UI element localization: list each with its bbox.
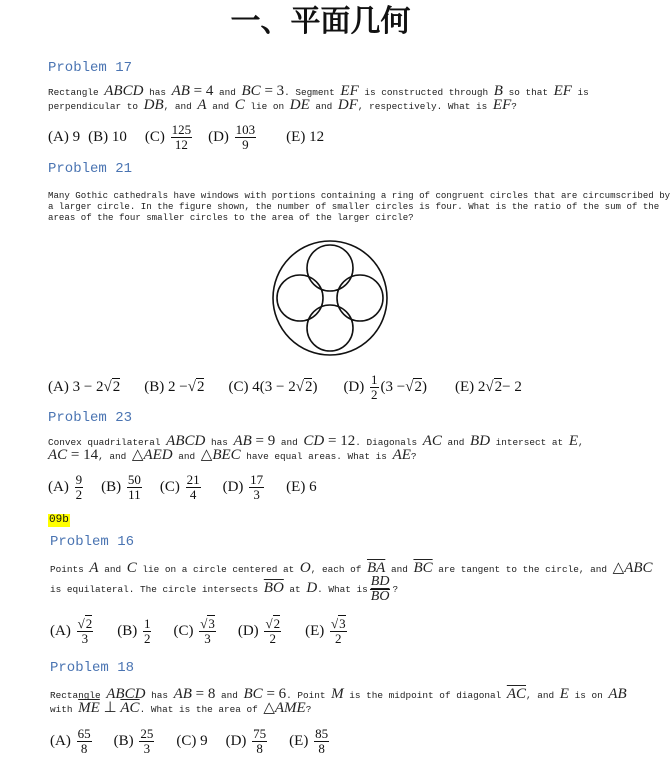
answer-choice (208, 123, 258, 152)
statement-text: perpendicular to (48, 101, 144, 112)
choice-value: 10 (111, 128, 127, 145)
math-number: = 14 (67, 447, 99, 463)
math-number: = 4 (189, 83, 214, 99)
choice-fraction (235, 123, 257, 152)
statement-text: Rectangle (48, 87, 105, 98)
choice-space (134, 733, 138, 750)
sqrt-sign: √ (265, 615, 273, 631)
answer-choice (160, 473, 203, 502)
fraction-denominator: 8 (80, 740, 88, 756)
choice-fraction (370, 373, 379, 402)
fraction-denominator: 8 (256, 740, 263, 756)
math-variable: EF (553, 83, 572, 99)
math-variable: BC (241, 83, 261, 99)
choice-fraction (171, 123, 193, 152)
problem-17-choices (48, 120, 324, 154)
statement-text: and (385, 564, 414, 575)
fraction-numerator: 65 (77, 725, 91, 741)
math-variable: AME (274, 700, 306, 716)
math-variable: A (89, 560, 99, 576)
choice-fraction (249, 473, 264, 502)
choice-space (69, 479, 73, 496)
choice-fraction (139, 727, 154, 756)
math-variable: ABCD (104, 83, 144, 99)
math-variable: AC (48, 447, 68, 463)
math-number: = 6 (262, 686, 287, 702)
sqrt-sign: √ (330, 615, 339, 631)
choice-expression: 2 (477, 378, 486, 395)
math-variable: $\overline{ME}$ (78, 700, 100, 716)
choice-fraction (264, 617, 281, 646)
choice-label: (A) (48, 478, 69, 495)
choice-fraction (127, 473, 142, 502)
choice-label: (C) (159, 478, 180, 495)
math-variable: $\overline{BC}$ (413, 560, 433, 576)
math-number: ⊥ (99, 700, 121, 716)
answer-choice (50, 617, 95, 646)
fraction-denominator: 2 (335, 630, 342, 646)
statement-text: , respectively. What is (357, 101, 493, 112)
math-variable: $\overline{AC}$ (506, 686, 526, 702)
math-variable: O (299, 560, 311, 576)
choice-label: (B) (144, 378, 165, 395)
sqrt-sign: √ (295, 378, 304, 395)
choice-label: (D) (208, 128, 229, 145)
statement-text: and (215, 690, 244, 701)
choice-label: (D) (222, 478, 244, 495)
statement-text: . What is (317, 584, 368, 595)
math-variable: C (234, 97, 245, 113)
problem-21-statement-line-3: areas of the four smaller circles to the area of the larger circle? (48, 212, 414, 223)
math-variable: CD (303, 433, 325, 449)
choice-space (193, 623, 197, 640)
choice-label: (D) (237, 622, 259, 639)
sqrt-sign: √ (103, 378, 112, 395)
fraction-numerator: 17 (250, 471, 264, 487)
small-circle-right (337, 275, 383, 321)
math-variable: $\overline{BO}$ (263, 580, 284, 596)
choice-space (259, 623, 263, 640)
choice-value: 9 (72, 128, 81, 145)
statement-text: Rectangle (50, 690, 107, 701)
choice-label: (E) (286, 128, 306, 145)
sqrt-sign: √ (405, 378, 414, 395)
choice-label: (A) (48, 378, 69, 395)
radicand: 2 (494, 379, 503, 395)
math-number: △ (131, 447, 144, 463)
math-variable: BD (470, 433, 491, 449)
sqrt-sign: √ (485, 378, 494, 395)
ratio-denominator: BO (370, 588, 390, 604)
math-variable: AE (392, 447, 411, 463)
choice-fraction (75, 473, 84, 502)
choice-space (71, 623, 75, 640)
statement-text: lie on a circle centered at (136, 564, 300, 575)
choice-label: (E) (289, 732, 309, 749)
math-variable: AB (171, 83, 190, 99)
radicand: 2 (273, 615, 281, 631)
answer-choice (228, 378, 317, 396)
statement-text: so that (502, 87, 554, 98)
statement-text: ? (511, 101, 517, 112)
answer-choice (173, 617, 217, 646)
fraction-numerator (77, 617, 94, 632)
statement-text: , and (98, 451, 132, 462)
fraction-numerator: 75 (253, 725, 267, 741)
answer-choice (101, 473, 144, 502)
problem-18-choices (50, 724, 331, 758)
choice-space (71, 733, 75, 750)
ratio-numerator: BD (370, 573, 390, 589)
page-title: 一、平面几何 (230, 4, 411, 39)
problem-21-statement-line-2: a larger circle. In the figure shown, the number of smaller circles is four. What is the ratio of the sum of the (48, 201, 660, 212)
radicand: 3 (208, 615, 215, 631)
choice-space (229, 129, 233, 146)
fraction-numerator (264, 617, 281, 632)
math-variable: BEC (212, 447, 241, 463)
choice-value: 6 (309, 478, 317, 495)
fraction-numerator: 1 (143, 615, 151, 631)
problem-23-statement-line-2 (48, 447, 417, 463)
fraction-denominator: 12 (174, 136, 188, 152)
problem-23-statement-line-1 (48, 433, 584, 449)
answer-choice (145, 123, 194, 152)
choice-space (243, 479, 247, 496)
math-variable: AC (422, 433, 442, 449)
math-number: △ (263, 700, 275, 716)
statement-text: , and (526, 690, 560, 701)
math-variable: B (493, 83, 503, 99)
choice-label: (B) (117, 622, 138, 639)
fraction-numerator: 125 (171, 121, 192, 137)
fraction-denominator: 3 (253, 486, 260, 502)
math-variable: AB (173, 686, 192, 702)
choice-expression: 3 − 2 (72, 378, 104, 395)
math-variable: E (568, 433, 578, 449)
statement-text: is the midpoint of diagonal (343, 690, 507, 701)
fraction-denominator: 4 (189, 486, 197, 502)
choice-space (137, 623, 141, 640)
problem-18-statement-line-2 (50, 700, 312, 716)
statement-text: and (275, 437, 304, 448)
math-number: = 12 (324, 433, 356, 449)
fraction-denominator: 3 (143, 740, 151, 756)
problem-16-heading: Problem 16 (50, 534, 135, 550)
statement-text: . Segment (284, 87, 341, 98)
choice-space (364, 379, 368, 396)
choice-space (121, 479, 125, 496)
problem-17-statement-line-2 (48, 97, 517, 113)
choice-expression: (3 − (380, 378, 406, 395)
section-tag: 09b (49, 514, 69, 526)
choice-label: (A) (50, 622, 71, 639)
problem-21-choices (48, 370, 522, 404)
choice-label: (C) (144, 128, 165, 145)
math-variable: D (306, 580, 318, 596)
answer-choice (48, 473, 85, 502)
problem-17-heading: Problem 17 (48, 60, 133, 76)
math-number: △ (200, 447, 213, 463)
statement-text: . Diagonals (355, 437, 423, 448)
choice-value: 12 (309, 128, 325, 145)
problem-23-choices (48, 470, 317, 504)
radicand: 2 (85, 615, 93, 631)
choice-label: (E) (454, 378, 475, 395)
answer-choice (48, 129, 80, 146)
statement-text: . What is the area of (139, 704, 264, 715)
choice-label: (D) (225, 732, 247, 749)
answer-choice (305, 617, 349, 646)
choice-space (165, 129, 169, 146)
math-variable: C (126, 560, 137, 576)
statement-text: and (206, 101, 235, 112)
choice-fraction (77, 727, 92, 756)
math-variable: $\overline{AC}$ (120, 700, 140, 716)
statement-text: has (143, 87, 172, 98)
small-circle-bottom (307, 305, 353, 351)
choice-fraction (252, 727, 267, 756)
fraction-numerator (330, 617, 347, 632)
fraction-denominator: 2 (75, 486, 83, 502)
statement-text: intersect at (490, 437, 569, 448)
problem-16-statement-line-2 (50, 574, 398, 604)
small-circle-left (277, 275, 323, 321)
answer-choice (455, 378, 522, 396)
statement-text: has (145, 690, 174, 701)
math-variable: DE (289, 97, 310, 113)
statement-text: is (571, 87, 589, 98)
fraction-denominator: 2 (371, 386, 378, 402)
math-variable: EF (492, 97, 512, 113)
statement-text: and (309, 101, 338, 112)
radicand: 3 (339, 615, 346, 631)
statement-text: are tangent to the circle, and (432, 564, 613, 575)
choice-expression: 2 − (168, 378, 188, 395)
choice-label: (B) (88, 128, 109, 145)
choice-fraction (330, 617, 347, 646)
answer-choice (88, 129, 127, 146)
choice-label: (C) (228, 378, 249, 395)
answer-choice (226, 727, 270, 756)
problem-23-heading: Problem 23 (48, 410, 133, 426)
problem-21-heading: Problem 21 (48, 161, 133, 177)
math-variable: E (559, 686, 569, 702)
choice-label: (A) (48, 128, 69, 145)
math-variable: DB (143, 97, 164, 113)
math-variable: EF (340, 83, 359, 99)
radicand: 2 (112, 379, 121, 395)
answer-choice (223, 473, 267, 502)
math-variable: M (331, 686, 344, 702)
fraction-denominator: 9 (242, 136, 249, 152)
answer-choice (286, 479, 316, 496)
problem-21-statement-line-1: Many Gothic cathedrals have windows with portions containing a ring of congruent circles that are circumscribed by (48, 190, 670, 201)
math-variable: AB (608, 686, 627, 702)
statement-text: Points (50, 564, 90, 575)
fraction-numerator: 85 (315, 725, 329, 741)
answer-choice (238, 617, 283, 646)
fraction-numerator: 103 (235, 121, 256, 137)
choice-label: (E) (305, 622, 325, 639)
choice-label: (B) (113, 732, 134, 749)
math-number: = 3 (260, 83, 285, 99)
fraction-numerator: 25 (140, 725, 154, 741)
fraction-numerator: 21 (186, 471, 200, 487)
radicand: 2 (304, 379, 313, 395)
fraction-denominator: 2 (269, 630, 276, 646)
answer-choice (50, 727, 94, 756)
choice-fraction (314, 727, 329, 756)
choice-space (308, 733, 312, 750)
statement-text: and (98, 564, 127, 575)
problem-18-heading: Problem 18 (50, 660, 135, 676)
fraction-denominator: 3 (81, 630, 89, 646)
statement-text: lie on (244, 101, 290, 112)
choice-label: (A) (50, 732, 71, 749)
answer-choice (343, 373, 427, 402)
statement-text: and (213, 87, 242, 98)
choice-expression-tail: ) (312, 378, 318, 395)
statement-text: is constructed through (358, 87, 494, 98)
problem-16-question-mark: ? (392, 583, 399, 595)
math-variable: ABC (624, 560, 653, 576)
fraction-numerator: 50 (127, 471, 141, 487)
math-number: △ (612, 560, 625, 576)
math-number: = 9 (251, 433, 276, 449)
choice-expression-tail: − 2 (502, 378, 522, 395)
math-variable: AB (233, 433, 252, 449)
fraction-numerator (199, 617, 216, 632)
fraction-denominator: 11 (128, 486, 141, 502)
choice-fraction (199, 617, 216, 646)
choice-expression: 4(3 − 2 (252, 378, 296, 395)
choice-fraction (77, 617, 94, 646)
choice-fraction (143, 617, 152, 646)
math-variable: A (197, 97, 207, 113)
statement-text: ? (410, 451, 417, 462)
statement-text: have equal areas. What is (240, 451, 393, 462)
choice-label: (D) (343, 378, 365, 395)
choice-label: (C) (173, 622, 194, 639)
math-variable: ABCD (106, 686, 146, 702)
math-variable: DF (337, 97, 358, 113)
math-variable: ABCD (166, 433, 206, 449)
statement-text: , and (163, 101, 198, 112)
choice-space (180, 479, 184, 496)
fraction-denominator: 2 (143, 630, 151, 646)
statement-text: , (577, 437, 584, 448)
fraction-denominator: 8 (318, 740, 325, 756)
choice-space (324, 623, 328, 640)
statement-text: is on (568, 690, 609, 701)
answer-choice (286, 129, 324, 146)
problem-16-ratio-fraction (370, 575, 391, 604)
statement-text: is equilateral. The circle intersects (50, 584, 264, 595)
answer-choice (289, 727, 331, 756)
sqrt-sign: √ (187, 378, 196, 395)
math-number: = 8 (191, 686, 216, 702)
statement-text: and (172, 451, 201, 462)
choice-fraction (186, 473, 201, 502)
statement-text: has (205, 437, 234, 448)
fraction-denominator: 3 (204, 630, 211, 646)
choice-expression-tail: ) (421, 378, 427, 395)
statement-text: at (283, 584, 307, 595)
math-variable: AED (143, 447, 173, 463)
choice-label: (E) (286, 478, 306, 495)
problem-16-line-2-text (50, 580, 368, 596)
fraction-numerator: 9 (75, 471, 83, 487)
large-circle (273, 241, 387, 355)
statement-text: . Point (286, 690, 332, 701)
small-circle-top (307, 245, 353, 291)
math-variable: $\overline{BA}$ (366, 560, 386, 576)
fraction-numerator: 1 (371, 371, 378, 387)
answer-choice (176, 733, 207, 750)
answer-choice (144, 378, 204, 396)
problem-16-choices (50, 614, 349, 648)
math-variable: BC (243, 686, 263, 702)
radicand: 2 (414, 379, 422, 395)
sqrt-sign: √ (77, 615, 85, 631)
answer-choice (48, 378, 120, 396)
gothic-window-figure (270, 238, 390, 358)
statement-text: with (50, 704, 79, 715)
statement-text: , each of (310, 564, 367, 575)
statement-text: ? (305, 704, 312, 715)
answer-choice (117, 617, 153, 646)
answer-choice (114, 727, 157, 756)
statement-text: and (441, 437, 471, 448)
statement-text: Convex quadrilateral (48, 437, 167, 448)
choice-value: 9 (200, 732, 208, 749)
choice-label: (C) (176, 732, 197, 749)
radicand: 2 (196, 379, 205, 395)
sqrt-sign: √ (200, 615, 208, 631)
choice-label: (B) (101, 478, 122, 495)
choice-space (246, 733, 250, 750)
